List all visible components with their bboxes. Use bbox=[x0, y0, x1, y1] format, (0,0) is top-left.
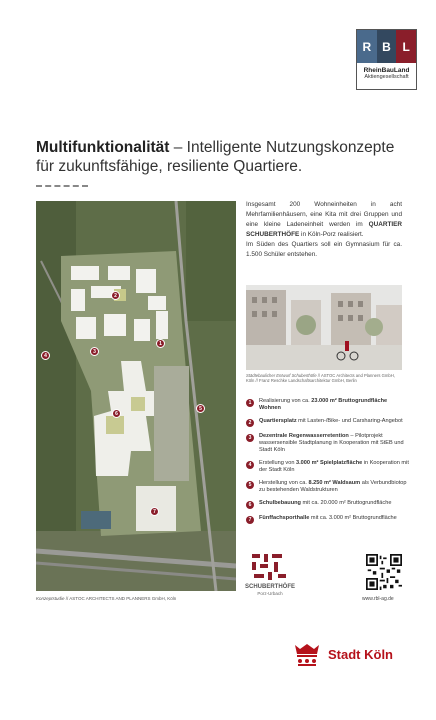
divider bbox=[36, 185, 88, 187]
map-caption: Konzeptstudie // ASTOC ARCHITECTS AND PLANNERS GmbH, Köln bbox=[36, 596, 177, 601]
item-number: 6 bbox=[246, 501, 254, 509]
koeln-coat-of-arms-icon bbox=[292, 641, 322, 667]
logo-letter-r: R bbox=[357, 30, 377, 63]
item-number: 3 bbox=[246, 434, 254, 442]
item-number: 4 bbox=[246, 461, 254, 469]
logo-letter-l: L bbox=[396, 30, 416, 63]
item-number: 7 bbox=[246, 516, 254, 524]
item-number: 5 bbox=[246, 481, 254, 489]
map-marker-3: 3 bbox=[90, 347, 99, 356]
feature-list bbox=[246, 398, 416, 530]
intro-text: Insgesamt 200 Wohneinheiten in acht Mehrfamilienhäusern, eine Kita mit drei Gruppen und eine kleine Ladeneinheit werden im QUARTIER SCHUBERTHÖFE in Köln-Porz realisiert. Im Süden des Quartiers soll ein Gymnasium für ca. 1.500 Schüler entstehen. bbox=[246, 201, 402, 258]
stadt-koeln-logo bbox=[292, 641, 393, 667]
rendering-caption: Städtebaulicher Entwurf Schuberthöfe // ASTOC Architects and Planners GmbH, Köln // Franz Reschke Landschaftsarchitektur GmbH, Berlin bbox=[246, 373, 395, 383]
site-plan-map bbox=[36, 201, 236, 591]
schuberthoefe-name: SCHUBERTHÖFE bbox=[244, 584, 295, 590]
qr-code-icon bbox=[366, 554, 402, 590]
map-marker-5: 5 bbox=[196, 404, 205, 413]
list-item: 3 Dezentrale Regenwasserretention – Pilotprojekt wassersensible Stadtplanung in Kooperation mit StEB und Stadt Köln bbox=[246, 433, 416, 454]
map-marker-6: 6 bbox=[112, 409, 121, 418]
map-marker-2: 2 bbox=[111, 291, 120, 300]
quarter-name: QUARTIER SCHUBERTHÖFE bbox=[246, 221, 402, 238]
list-item: 5 Herstellung von ca. 8.250 m² Waldsaum als Verbundbiotop zu bestehenden Waldstrukturen bbox=[246, 480, 416, 494]
headline bbox=[36, 138, 416, 176]
website-url: www.rbl-ag.de bbox=[362, 596, 394, 602]
map-marker-7: 7 bbox=[150, 507, 159, 516]
site-plan-drawing bbox=[36, 201, 236, 591]
rbl-logo bbox=[356, 29, 417, 90]
schuberthoefe-place: Porz-Urbach bbox=[257, 591, 283, 596]
list-item: 1 Realisierung von ca. 23.000 m² Bruttogrundfläche Wohnen bbox=[246, 398, 416, 412]
architectural-rendering bbox=[246, 285, 402, 370]
list-item: 6 Schulbebauung mit ca. 20.000 m² Bruttogrundfläche bbox=[246, 500, 416, 509]
item-number: 1 bbox=[246, 399, 254, 407]
rendering-image bbox=[246, 285, 402, 370]
logo-letter-b: B bbox=[377, 30, 397, 63]
headline-rest: – Intelligente Nutzungskonzepte für zukunftsfähige, resiliente Quartiere. bbox=[36, 139, 395, 175]
item-number: 2 bbox=[246, 419, 254, 427]
list-item: 2 Quartiersplatz mit Lasten-/Bike- und Carsharing-Angebot bbox=[246, 418, 416, 427]
map-marker-4: 4 bbox=[41, 351, 50, 360]
schuberthoefe-logo-icon bbox=[250, 552, 290, 582]
headline-bold: Multifunktionalität bbox=[36, 139, 170, 156]
list-item: 4 Erstellung von 3.000 m² Spielplatzfläche in Kooperation mit der Stadt Köln bbox=[246, 460, 416, 474]
logo-company-name: RheinBauLand bbox=[363, 67, 410, 74]
list-item: 7 Fünffachsporthalle mit ca. 3.000 m² Bruttogrundfläche bbox=[246, 515, 416, 524]
logo-company-subtitle: Aktiengesellschaft bbox=[364, 74, 409, 80]
map-marker-1: 1 bbox=[156, 339, 165, 348]
stadt-koeln-text: Stadt Köln bbox=[328, 646, 393, 662]
